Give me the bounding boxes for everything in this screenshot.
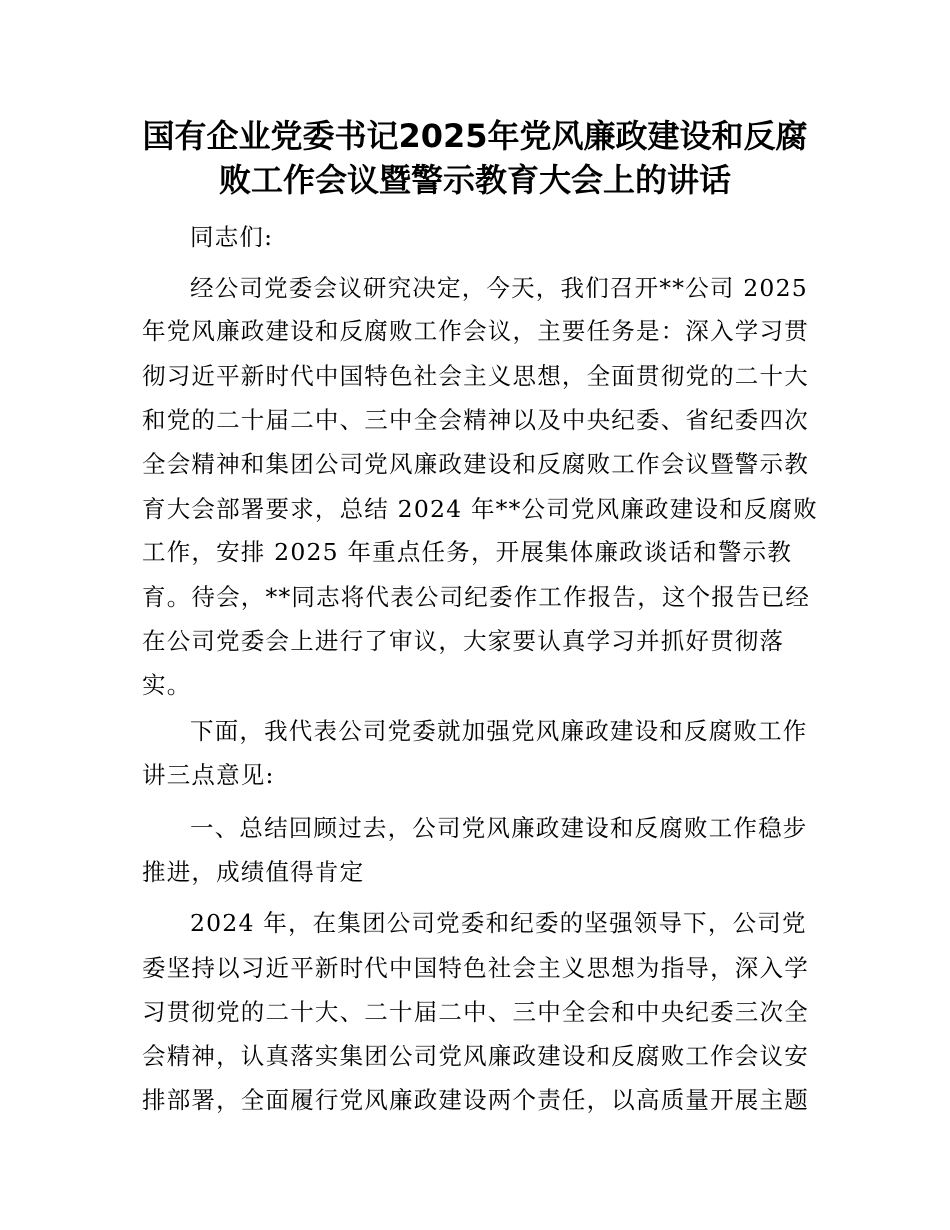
text-line: 委坚持以习近平新时代中国特色社会主义思想为指导，深入学 [142, 954, 809, 982]
document-title-line-1: 国有企业党委书记2025年党风廉政建设和反腐 [142, 117, 808, 155]
text-line: 育大会部署要求，总结 2024 年**公司党风廉政建设和反腐败 [142, 495, 818, 523]
text-line: 年党风廉政建设和反腐败工作会议，主要任务是：深入学习贯 [142, 317, 809, 345]
text-line: 2024 年，在集团公司党委和纪委的坚强领导下，公司党 [190, 909, 807, 937]
text-line: 下面，我代表公司党委就加强党风廉政建设和反腐败工作 [190, 717, 808, 745]
document-title-line-2: 败工作会议暨警示教育大会上的讲话 [218, 161, 731, 199]
section-heading-line: 一、总结回顾过去，公司党风廉政建设和反腐败工作稳步 [190, 814, 808, 842]
text-line: 讲三点意见: [142, 761, 275, 789]
text-line: 会精神，认真落实集团公司党风廉政建设和反腐败工作会议安 [142, 1042, 809, 1070]
text-line: 彻习近平新时代中国特色社会主义思想，全面贯彻党的二十大 [142, 362, 809, 390]
text-line: 实。 [142, 671, 192, 699]
text-line: 习贯彻党的二十大、二十届二中、三中全会和中央纪委三次全 [142, 998, 809, 1026]
text-line: 在公司党委会上进行了审议，大家要认真学习并抓好贯彻落 [142, 627, 785, 655]
salutation: 同志们: [190, 223, 274, 251]
text-line: 排部署，全面履行党风廉政建设两个责任，以高质量开展主题 [142, 1086, 809, 1114]
text-line: 和党的二十届二中、三中全会精神以及中央纪委、省纪委四次 [142, 406, 809, 434]
text-line: 经公司党委会议研究决定，今天，我们召开**公司 2025 [190, 274, 808, 302]
text-line: 全会精神和集团公司党风廉政建设和反腐败工作会议暨警示教 [142, 450, 809, 478]
text-line: 育。待会，**同志将代表公司纪委作工作报告，这个报告已经 [142, 583, 811, 611]
text-line: 工作，安排 2025 年重点任务，开展集体廉政谈话和警示教 [142, 538, 793, 566]
section-heading-line: 推进，成绩值得肯定 [142, 858, 365, 886]
